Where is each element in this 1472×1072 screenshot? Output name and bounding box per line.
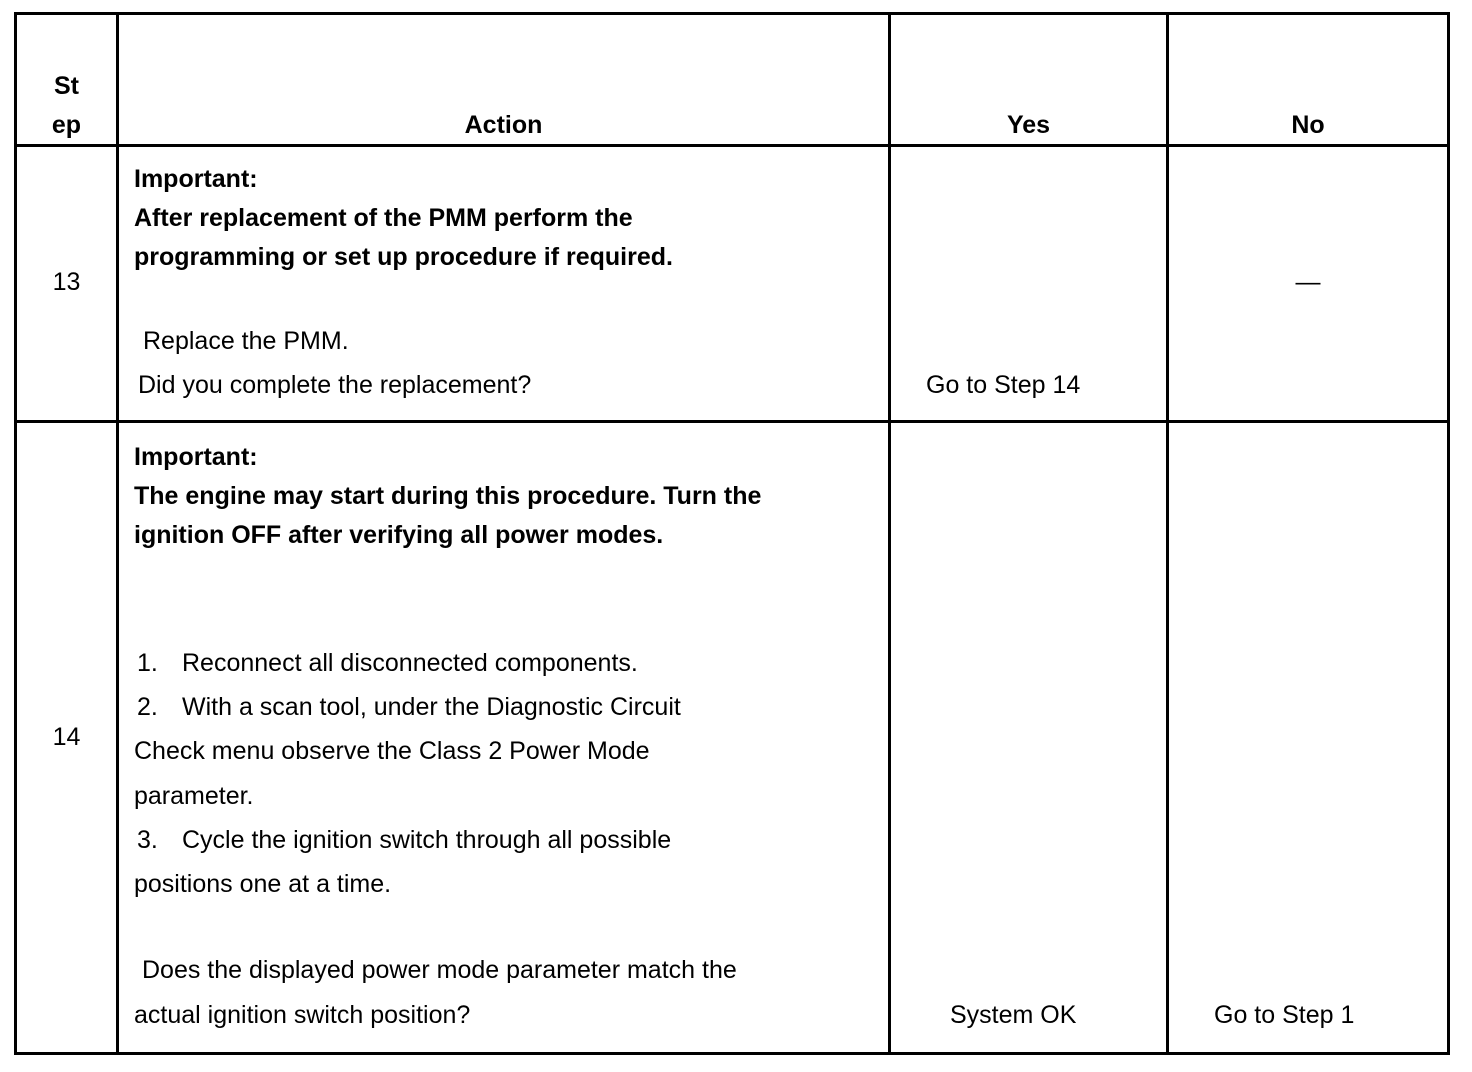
header-divider <box>14 144 1450 147</box>
header-no: No <box>1291 111 1325 139</box>
header-step-line2: ep <box>51 111 82 139</box>
row-13-important-label: Important: <box>134 165 258 193</box>
row-14-no: Go to Step 1 <box>1214 1001 1355 1029</box>
header-step-line1: St <box>54 72 79 100</box>
header-yes: Yes <box>1006 111 1051 139</box>
row-14-important-line-2: ignition OFF after verifying all power modes. <box>134 521 664 549</box>
row-14-yes: System OK <box>950 1001 1077 1029</box>
table-border-right <box>1447 12 1450 1055</box>
row-14-important-line-1: The engine may start during this procedure. Turn the <box>134 482 762 510</box>
row-13-no: — <box>1295 268 1321 296</box>
row-14-step-3-continuation-1: positions one at a time. <box>134 870 392 898</box>
row-13-important-line-1: After replacement of the PMM perform the <box>134 204 633 232</box>
table-border-bottom <box>14 1052 1450 1055</box>
row-14-important-label: Important: <box>134 443 258 471</box>
row-14-step-1-number: 1. <box>137 649 158 677</box>
row-14-step-2-continuation-2: parameter. <box>134 782 254 810</box>
row-14-step-2-text: With a scan tool, under the Diagnostic Circuit <box>182 693 681 721</box>
column-divider-step <box>116 12 119 1055</box>
row-14-step-2-continuation-1: Check menu observe the Class 2 Power Mode <box>134 737 650 765</box>
table-border-left <box>14 12 17 1055</box>
row-14-question-line-1: Does the displayed power mode parameter match the <box>142 956 737 984</box>
row-14-step-1-text: Reconnect all disconnected components. <box>182 649 638 677</box>
diagnostic-table <box>14 12 1450 1055</box>
row-13-step: 13 <box>52 268 81 296</box>
row-14-step-2-number: 2. <box>137 693 158 721</box>
row-13-instruction: Replace the PMM. <box>143 327 349 355</box>
row-14-step-3-number: 3. <box>137 826 158 854</box>
header-action: Action <box>464 111 543 139</box>
column-divider-action <box>888 12 891 1055</box>
column-divider-yes <box>1166 12 1169 1055</box>
row-14-question-line-2: actual ignition switch position? <box>134 1001 471 1029</box>
row-13-question: Did you complete the replacement? <box>138 371 532 399</box>
row-divider <box>14 420 1450 423</box>
table-border-top <box>14 12 1450 15</box>
row-14-step-3-text: Cycle the ignition switch through all possible <box>182 826 672 854</box>
row-13-yes: Go to Step 14 <box>926 371 1081 399</box>
row-13-important-line-2: programming or set up procedure if required. <box>134 243 673 271</box>
row-14-step: 14 <box>52 723 81 751</box>
